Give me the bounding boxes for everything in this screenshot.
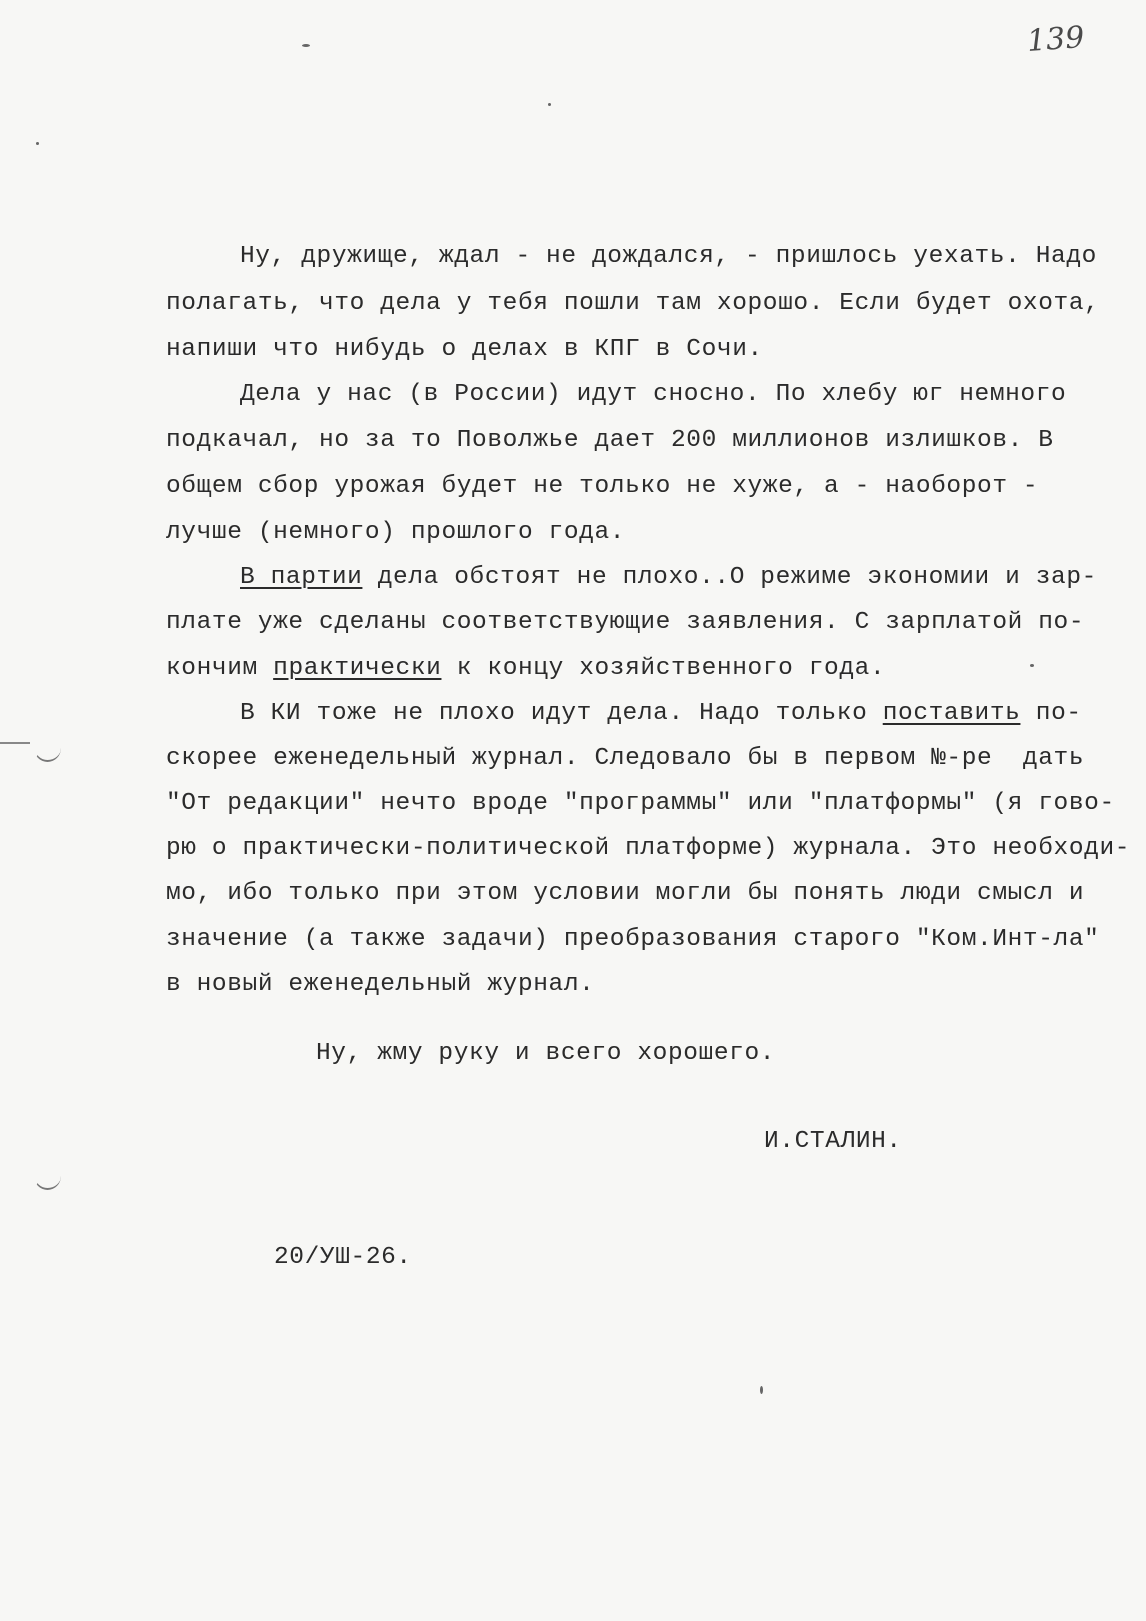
text-line: Дела у нас (в России) идут сносно. По хлебу юг немного (240, 381, 1067, 408)
text-line: кончим практически к концу хозяйственного года. (166, 655, 886, 682)
punch-hole-mark (34, 1162, 61, 1190)
text-line: В КИ тоже не плохо идут дела. Надо только поставить по- (240, 700, 1082, 727)
text-line: "От редакции" нечто вроде "программы" или "платформы" (я гово- (166, 790, 1115, 817)
underlined-phrase: В партии (240, 564, 363, 591)
speck (760, 1386, 763, 1394)
scan-edge-mark (0, 742, 30, 744)
text-line: В партии дела обстоят не плохо..О режиме экономии и зар- (240, 564, 1097, 591)
text-line: рю о практически-политической платформе) журнала. Это необходи- (166, 835, 1131, 862)
signature: И.СТАЛИН. (764, 1128, 902, 1155)
text-line: скорее еженедельный журнал. Следовало бы в первом №-ре дать (166, 745, 1085, 772)
speck (36, 142, 39, 145)
closing-line: Ну, жму руку и всего хорошего. (316, 1040, 776, 1067)
text-line: общем сбор урожая будет не только не хуже, а - наоборот - (166, 473, 1039, 500)
text-line: полагать, что дела у тебя пошли там хорошо. Если будет охота, (166, 290, 1100, 317)
text-line: мо, ибо только при этом условии могли бы понять люди смысл и (166, 880, 1085, 907)
date: 20/УШ-26. (274, 1244, 412, 1271)
text-line: лучше (немного) прошлого года. (166, 519, 626, 546)
text-line: значение (а также задачи) преобразования старого "Ком.Инт-ла" (166, 926, 1100, 953)
text-line: подкачал, но за то Поволжье дает 200 миллионов излишков. В (166, 427, 1054, 454)
text-line: плате уже сделаны соответствующие заявления. С зарплатой по- (166, 609, 1085, 636)
speck (548, 103, 551, 106)
punch-hole-mark (34, 734, 61, 762)
text-line: в новый еженедельный журнал. (166, 971, 595, 998)
underlined-word: практически (273, 655, 442, 682)
text-line: Ну, дружище, ждал - не дождался, - пришлось уехать. Надо (240, 243, 1097, 270)
underlined-word: поставить (882, 700, 1021, 727)
text-line: напиши что нибудь о делах в КПГ в Сочи. (166, 336, 763, 363)
page-number: 139 (1025, 20, 1086, 59)
speck (1030, 664, 1034, 667)
speck (302, 44, 310, 47)
